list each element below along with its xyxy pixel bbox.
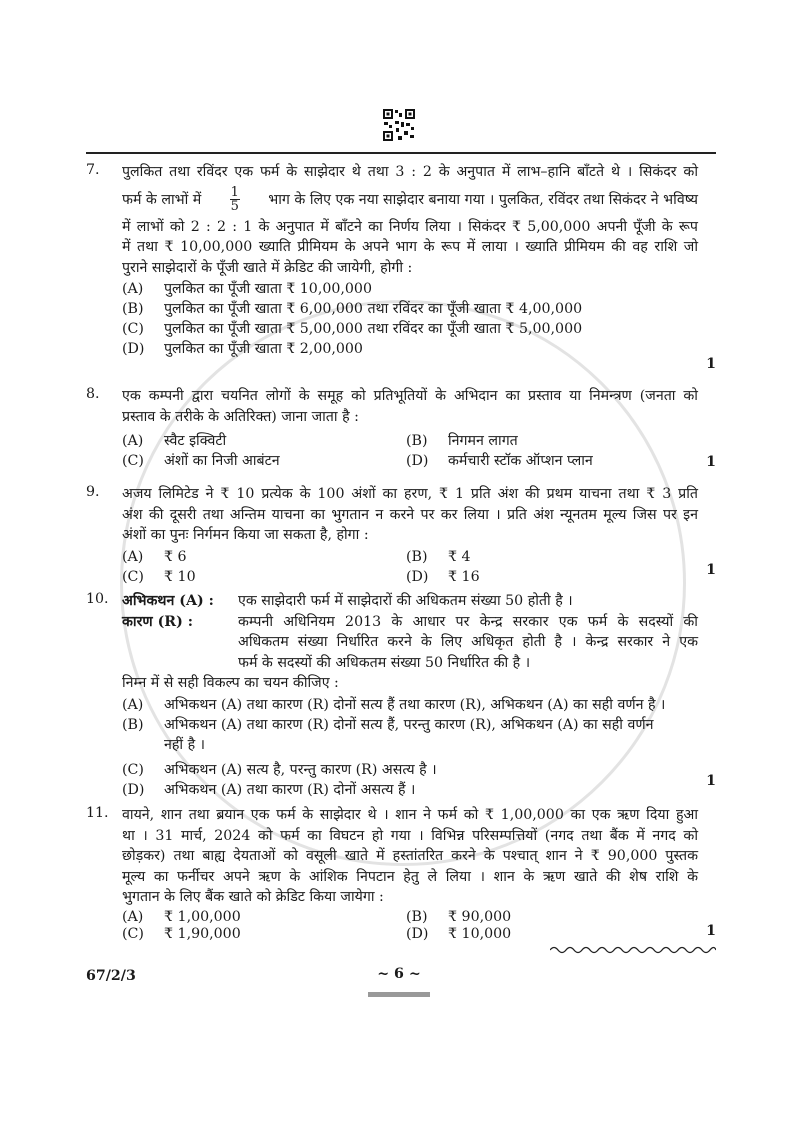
option-d: (D) पुलकित का पूँजी खाता ₹ 2,00,000 (122, 341, 363, 357)
paper-code: 67/2/3 (86, 968, 136, 984)
option-b: (B) अभिकथन (A) तथा कारण (R) दोनों सत्य हैं, परन्तु कारण (R), अभिकथन (A) का सही वर्णन नहीं है । (122, 716, 654, 753)
question-text: वायने, शान तथा ब्रयान एक फर्म के साझेदार थे । शान ने फर्म को ₹ 1,00,000 का एक ऋण दिया हुआ (122, 807, 698, 823)
question-text: था । 31 मार्च, 2024 को फर्म का विघटन हो गया । विभिन्न परिसम्पत्तियों (नगद तथा बैंक में नगद को (122, 827, 698, 844)
reason: कारण (R) : कम्पनी अधिनियम 2013 के आधार पर केन्द्र सरकार एक फर्म के सदस्यों की अधिकतम संख्या निर्धारित करने के लिए अधिकृत होती है । केन्द्र सरकार ने एक फर्म के सदस्यों की अधिकतम संख्या 50 निर्धारित की है । (122, 613, 698, 671)
question-11 (86, 805, 716, 943)
question-text: मूल्य का फर्नीचर अपने ऋण के आंशिक निपटान हेतु ले लिया । शान के ऋण खाते की शेष राशि के (122, 868, 698, 885)
question-text: में लाभों को 2 : 2 : 1 के अनुपात में बाँटने का निर्णय लिया । सिकंदर ₹ 5,00,000 अपनी पूँजी के रूप (122, 218, 698, 235)
options-list (122, 431, 698, 471)
option-d: (D) ₹ 10,000 (406, 925, 512, 942)
question-text: में तथा ₹ 10,00,000 ख्याति प्रीमियम के अपने भाग के रूप में लाया । ख्याति प्रीमियम की वह राशि जो (122, 239, 698, 255)
option-d: (D) कर्मचारी स्टॉक ऑप्शन प्लान (406, 453, 593, 469)
question-text: अंश की दूसरी तथा अन्तिम याचना का भुगतान न करने पर कर लिया । प्रति अंश न्यूनतम मूल्य जिस पर इन (122, 506, 698, 523)
question-text-fraction-line: फर्म के लाभों में $\frac{1}{5}$ भाग के लिए एक नया साझेदार बनाया गया । पुलकित, रविंदर तथा सिकंदर ने भविष्य (122, 185, 698, 214)
option-a: (A) ₹ 6 (122, 548, 187, 565)
option-a: (A) अभिकथन (A) तथा कारण (R) दोनों सत्य हैं तथा कारण (R), अभिकथन (A) का सही वर्णन है । (122, 696, 666, 713)
option-b: (B) ₹ 4 (406, 548, 471, 565)
options-list (122, 909, 698, 943)
option-d: (D) ₹ 16 (406, 568, 480, 585)
question-number: 8. (86, 386, 100, 402)
instruction-text: निम्न में से सही विकल्प का चयन कीजिए : (122, 675, 339, 691)
option-b: (B) ₹ 90,000 (406, 908, 512, 925)
question-number: 7. (86, 162, 100, 178)
marks: 1 (706, 773, 716, 789)
page-number: ~ 6 ~ (377, 966, 421, 982)
option-a: (A) ₹ 1,00,000 (122, 908, 241, 925)
question-text: एक कम्पनी द्वारा चयनित लोगों के समूह को प्रतिभूतियों के अभिदान का प्रस्ताव या निमन्त्रण (जनता को (122, 388, 698, 404)
question-text: पुलकित तथा रविंदर एक फर्म के साझेदार थे तथा 3 : 2 के अनुपात में लाभ–हानि बाँटते थे । सिकंदर को (122, 164, 698, 180)
marks: 1 (706, 356, 716, 372)
question-text: छोड़कर) तथा बाह्य देयताओं को वसूली खाते में हस्तांतरित करने के पश्चात् शान ने ₹ 90,000 पुस्तक (122, 848, 698, 864)
option-a: (A) पुलकित का पूँजी खाता ₹ 10,00,000 (122, 281, 372, 297)
options-list (122, 279, 698, 359)
option-c: (C) ₹ 10 (122, 568, 196, 585)
option-c: (C) अभिकथन (A) सत्य है, परन्तु कारण (R) असत्य है । (122, 761, 437, 778)
options-list (122, 695, 698, 800)
marks: 1 (706, 923, 716, 939)
page-number-bar (368, 992, 430, 997)
qr-code-icon (382, 108, 416, 142)
option-a: (A) स्वैट इक्विटी (122, 433, 227, 449)
question-text: भुगतान के लिए बैंक खाते को क्रेडिट किया जायेगा : (122, 889, 384, 905)
option-c: (C) पुलकित का पूँजी खाता ₹ 5,00,000 तथा रविंदर का पूँजी खाता ₹ 5,00,000 (122, 321, 583, 337)
header-rule (86, 152, 716, 154)
fraction: $\frac{1}{5}$ (230, 185, 239, 214)
options-list (122, 547, 698, 587)
question-10 (86, 591, 716, 800)
marks: 1 (706, 562, 716, 578)
question-text: अंशों का पुनः निर्गमन किया जा सकता है, होगा : (122, 527, 369, 543)
question-text: पुराने साझेदारों के पूँजी खाते में क्रेडिट की जायेगी, होगी : (122, 259, 413, 276)
option-d: (D) अभिकथन (A) तथा कारण (R) दोनों असत्य हैं । (122, 781, 416, 798)
wavy-divider (550, 944, 716, 956)
question-number: 9. (86, 484, 100, 500)
question-text: प्रस्ताव के तरीके के अतिरिक्त) जाना जाता है : (122, 408, 359, 425)
question-number: 11. (86, 805, 109, 821)
question-number: 10. (86, 591, 109, 607)
option-b: (B) निगमन लागत (406, 433, 518, 449)
option-c: (C) अंशों का निजी आबंटन (122, 453, 280, 469)
option-b: (B) पुलकित का पूँजी खाता ₹ 6,00,000 तथा रविंदर का पूँजी खाता ₹ 4,00,000 (122, 301, 583, 317)
assertion: अभिकथन (A) : एक साझेदारी फर्म में साझेदारों की अधिकतम संख्या 50 होती है । (122, 593, 573, 609)
marks: 1 (706, 454, 716, 470)
question-9 (86, 484, 716, 587)
question-text: अजय लिमिटेड ने ₹ 10 प्रत्येक के 100 अंशों का हरण, ₹ 1 प्रति अंश की प्रथम याचना तथा ₹ 3 प्रति (122, 486, 698, 502)
question-8 (86, 386, 716, 471)
question-7 (86, 162, 716, 372)
option-c: (C) ₹ 1,90,000 (122, 925, 241, 942)
